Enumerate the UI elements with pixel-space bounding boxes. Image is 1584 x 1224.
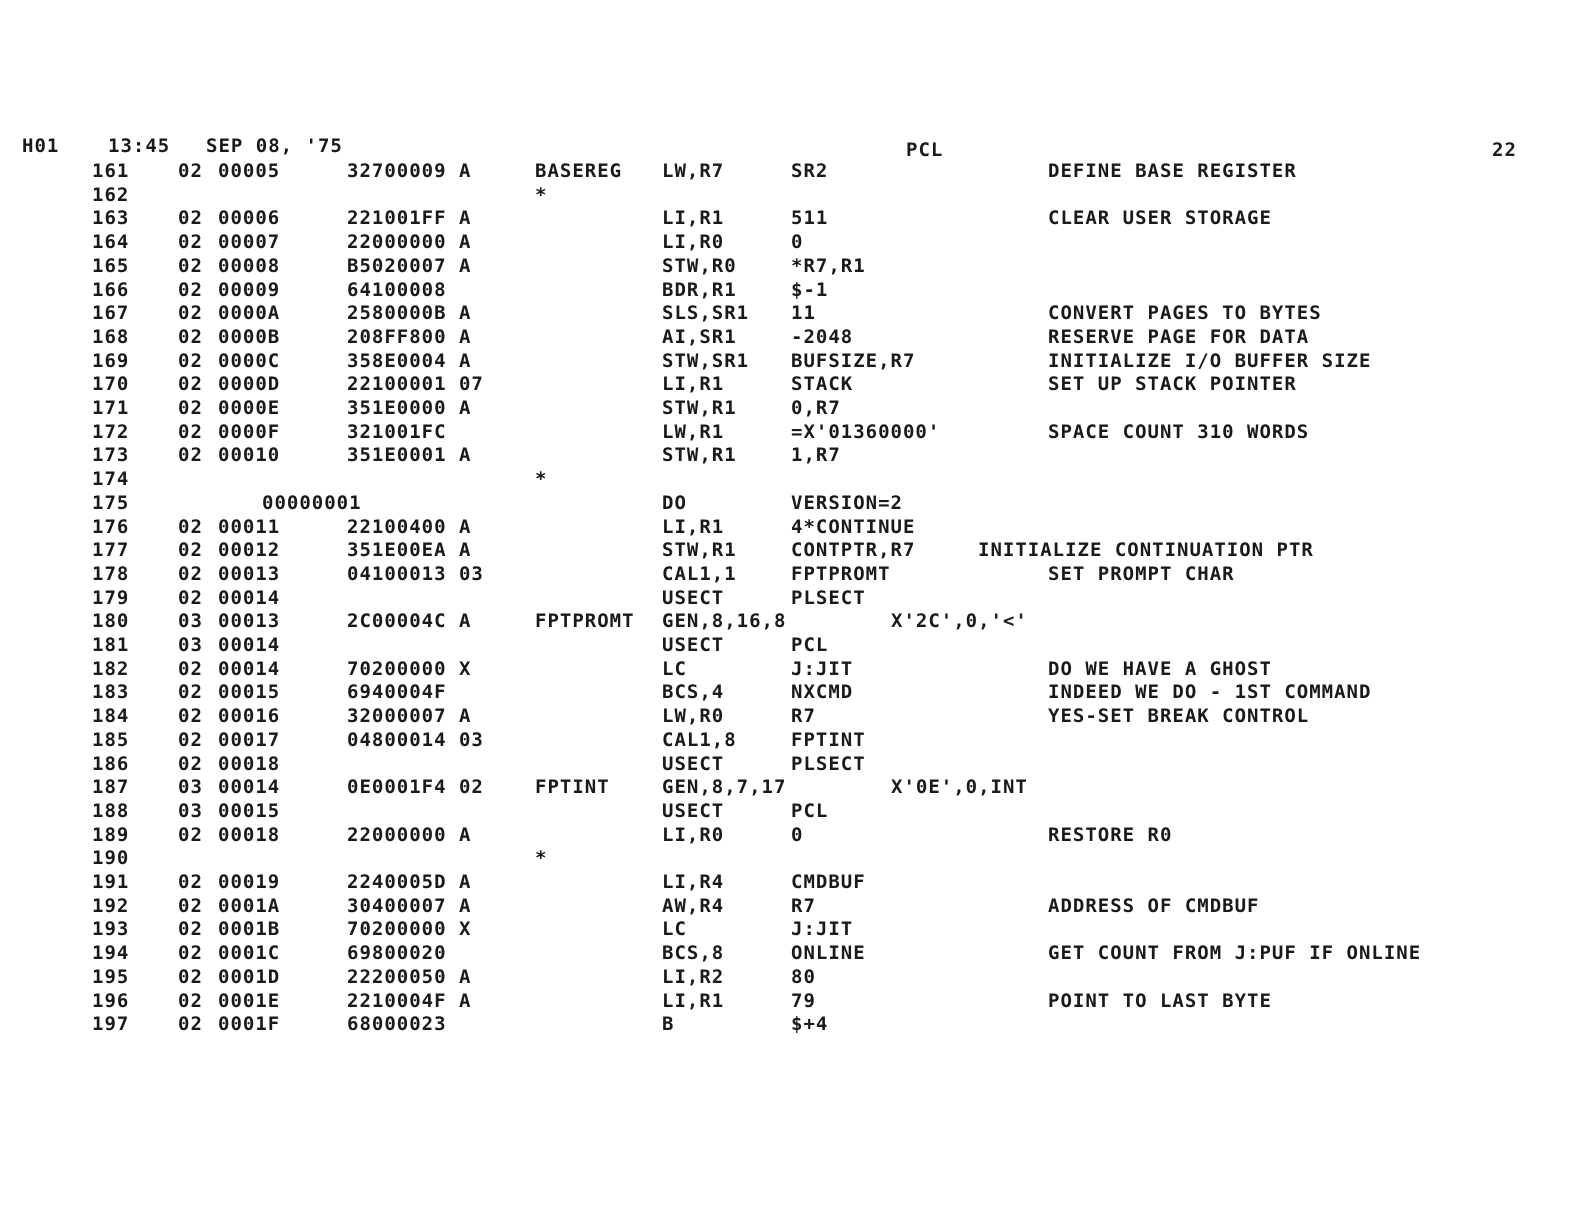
listing-row bbox=[0, 730, 1584, 754]
location-address: 0000A bbox=[218, 302, 281, 325]
listing-row bbox=[0, 919, 1584, 943]
source-label: FPTINT bbox=[535, 776, 610, 799]
location-address: 0000E bbox=[218, 397, 281, 419]
line-number: 169 bbox=[92, 349, 130, 372]
line-number: 174 bbox=[92, 468, 130, 491]
opcode: LI,R1 bbox=[662, 373, 725, 396]
opcode: LI,R0 bbox=[662, 231, 725, 254]
operand: *R7,R1 bbox=[791, 254, 866, 277]
line-number: 167 bbox=[92, 302, 130, 325]
line-number: 189 bbox=[92, 823, 130, 846]
section-number: 02 bbox=[178, 515, 203, 538]
line-number: 164 bbox=[92, 231, 130, 254]
listing-row bbox=[0, 303, 1584, 327]
opcode: DO bbox=[662, 491, 687, 514]
operand: -2048 bbox=[791, 325, 854, 348]
location-address: 0001D bbox=[218, 965, 281, 988]
section-number: 02 bbox=[178, 562, 203, 585]
listing-row bbox=[0, 493, 1584, 517]
opcode: LI,R2 bbox=[662, 965, 725, 988]
location-address: 0001E bbox=[218, 989, 281, 1012]
object-code: 22100001 07 bbox=[347, 373, 484, 396]
section-number: 02 bbox=[178, 278, 203, 301]
source-label: * bbox=[535, 183, 548, 206]
operand: J:JIT bbox=[791, 918, 854, 941]
section-number: 02 bbox=[178, 823, 203, 846]
operand: $+4 bbox=[791, 1013, 829, 1036]
listing-row bbox=[0, 256, 1584, 280]
section-number: 03 bbox=[178, 799, 203, 822]
object-code: 22000000 A bbox=[347, 823, 472, 846]
operand: X'0E',0,INT bbox=[891, 776, 1028, 799]
line-number: 191 bbox=[92, 871, 130, 893]
location-address: 00006 bbox=[218, 207, 281, 230]
opcode: LI,R1 bbox=[662, 515, 725, 538]
listing-row bbox=[0, 208, 1584, 232]
operand: X'2C',0,'<' bbox=[891, 610, 1028, 633]
opcode: STW,R1 bbox=[662, 539, 737, 562]
comment: RESERVE PAGE FOR DATA bbox=[1048, 325, 1310, 348]
section-number: 02 bbox=[178, 752, 203, 775]
location-address: 00005 bbox=[218, 160, 281, 182]
listing-row bbox=[0, 659, 1584, 683]
opcode: LC bbox=[662, 918, 687, 941]
listing-time: 13:45 bbox=[108, 135, 171, 157]
location-address: 0000B bbox=[218, 325, 281, 348]
comment: POINT TO LAST BYTE bbox=[1048, 989, 1272, 1012]
section-number: 02 bbox=[178, 1013, 203, 1036]
section-number: 02 bbox=[178, 302, 203, 325]
object-code: 32000007 A bbox=[347, 705, 472, 728]
comment: CONVERT PAGES TO BYTES bbox=[1048, 302, 1322, 325]
source-label: * bbox=[535, 847, 548, 870]
object-code: 30400007 A bbox=[347, 894, 472, 917]
comment: INDEED WE DO - 1ST COMMAND bbox=[1048, 681, 1372, 704]
operand: R7 bbox=[791, 894, 816, 917]
operand: STACK bbox=[791, 373, 854, 396]
operand: 11 bbox=[791, 302, 816, 325]
listing-row bbox=[0, 754, 1584, 778]
opcode: LC bbox=[662, 657, 687, 680]
source-label: FPTPROMT bbox=[535, 610, 635, 633]
operand: R7 bbox=[791, 705, 816, 728]
listing-row bbox=[0, 872, 1584, 896]
line-number: 185 bbox=[92, 728, 130, 751]
section-number: 02 bbox=[178, 894, 203, 917]
line-number: 190 bbox=[92, 847, 130, 870]
line-number: 179 bbox=[92, 586, 130, 609]
operand: J:JIT bbox=[791, 657, 854, 680]
opcode: LI,R4 bbox=[662, 871, 725, 893]
line-number: 181 bbox=[92, 634, 130, 656]
location-address: 0000F bbox=[218, 420, 281, 443]
section-number: 02 bbox=[178, 160, 203, 182]
listing-row bbox=[0, 991, 1584, 1015]
object-code: 64100008 bbox=[347, 278, 447, 301]
operand: 1,R7 bbox=[791, 444, 841, 467]
opcode: CAL1,1 bbox=[662, 562, 737, 585]
object-code: 2240005D A bbox=[347, 871, 472, 893]
location-address: 00010 bbox=[218, 444, 281, 467]
operand: 0,R7 bbox=[791, 397, 841, 419]
operand: FPTPROMT bbox=[791, 562, 891, 585]
listing-row bbox=[0, 706, 1584, 730]
listing-row bbox=[0, 588, 1584, 612]
operand: VERSION=2 bbox=[791, 491, 903, 514]
comment: SET PROMPT CHAR bbox=[1048, 562, 1235, 585]
location-address: 00014 bbox=[218, 776, 281, 799]
operand: SR2 bbox=[791, 160, 829, 182]
comment: ADDRESS OF CMDBUF bbox=[1048, 894, 1260, 917]
location-address: 0001B bbox=[218, 918, 281, 941]
comment: INITIALIZE CONTINUATION PTR bbox=[978, 539, 1314, 562]
section-number: 02 bbox=[178, 657, 203, 680]
object-code: 04100013 03 bbox=[347, 562, 484, 585]
operand: PCL bbox=[791, 634, 829, 656]
location-address: 00015 bbox=[218, 681, 281, 704]
listing-row bbox=[0, 280, 1584, 304]
operand: 4*CONTINUE bbox=[791, 515, 916, 538]
line-number: 161 bbox=[92, 160, 130, 182]
operand: 79 bbox=[791, 989, 816, 1012]
line-number: 177 bbox=[92, 539, 130, 562]
line-number: 186 bbox=[92, 752, 130, 775]
operand: PLSECT bbox=[791, 586, 866, 609]
object-code: 351E0000 A bbox=[347, 397, 472, 419]
listing-row bbox=[0, 161, 1584, 185]
location-address: 00016 bbox=[218, 705, 281, 728]
operand: =X'01360000' bbox=[791, 420, 941, 443]
section-number: 02 bbox=[178, 989, 203, 1012]
section-number: 02 bbox=[178, 539, 203, 562]
line-number: 183 bbox=[92, 681, 130, 704]
opcode: GEN,8,16,8 bbox=[662, 610, 787, 633]
operand: NXCMD bbox=[791, 681, 854, 704]
section-number: 03 bbox=[178, 634, 203, 656]
section-number: 02 bbox=[178, 397, 203, 419]
line-number: 194 bbox=[92, 942, 130, 965]
section-number: 02 bbox=[178, 681, 203, 704]
object-code: 69800020 bbox=[347, 942, 447, 965]
section-number: 02 bbox=[178, 918, 203, 941]
object-code: 208FF800 A bbox=[347, 325, 472, 348]
object-code: 2C00004C A bbox=[347, 610, 472, 633]
object-code: 68000023 bbox=[347, 1013, 447, 1036]
listing-row bbox=[0, 540, 1584, 564]
object-code: 70200000 X bbox=[347, 657, 472, 680]
comment: RESTORE R0 bbox=[1048, 823, 1173, 846]
line-number: 173 bbox=[92, 444, 130, 467]
opcode: SLS,SR1 bbox=[662, 302, 750, 325]
object-code: 22100400 A bbox=[347, 515, 472, 538]
location-address: 00009 bbox=[218, 278, 281, 301]
object-code: 22200050 A bbox=[347, 965, 472, 988]
opcode: LI,R1 bbox=[662, 207, 725, 230]
object-code: 321001FC bbox=[347, 420, 447, 443]
section-number: 02 bbox=[178, 942, 203, 965]
listing-row bbox=[0, 896, 1584, 920]
listing-row bbox=[0, 943, 1584, 967]
comment: DO WE HAVE A GHOST bbox=[1048, 657, 1272, 680]
listing-row bbox=[0, 611, 1584, 635]
listing-row bbox=[0, 185, 1584, 209]
location-address: 00014 bbox=[218, 634, 281, 656]
comment: YES-SET BREAK CONTROL bbox=[1048, 705, 1310, 728]
location-address: 00017 bbox=[218, 728, 281, 751]
opcode: CAL1,8 bbox=[662, 728, 737, 751]
source-label: * bbox=[535, 468, 548, 491]
opcode: B bbox=[662, 1013, 675, 1036]
program-name: PCL bbox=[906, 139, 944, 161]
section-number: 02 bbox=[178, 325, 203, 348]
listing-row bbox=[0, 422, 1584, 446]
operand: CONTPTR,R7 bbox=[791, 539, 916, 562]
opcode: AI,SR1 bbox=[662, 325, 737, 348]
location-address: 00014 bbox=[218, 657, 281, 680]
opcode: STW,R1 bbox=[662, 444, 737, 467]
opcode: USECT bbox=[662, 799, 725, 822]
section-number: 02 bbox=[178, 254, 203, 277]
opcode: USECT bbox=[662, 752, 725, 775]
location-address: 00019 bbox=[218, 871, 281, 893]
line-number: 165 bbox=[92, 254, 130, 277]
opcode: BCS,4 bbox=[662, 681, 725, 704]
object-code: 22000000 A bbox=[347, 231, 472, 254]
line-number: 166 bbox=[92, 278, 130, 301]
opcode: BCS,8 bbox=[662, 942, 725, 965]
line-number: 180 bbox=[92, 610, 130, 633]
section-number: 02 bbox=[178, 373, 203, 396]
comment: INITIALIZE I/O BUFFER SIZE bbox=[1048, 349, 1372, 372]
listing-row bbox=[0, 1014, 1584, 1038]
listing-row bbox=[0, 517, 1584, 541]
line-number: 196 bbox=[92, 989, 130, 1012]
object-code: 2210004F A bbox=[347, 989, 472, 1012]
object-code: 0E0001F4 02 bbox=[347, 776, 484, 799]
location-address: 00011 bbox=[218, 515, 281, 538]
listing-row bbox=[0, 327, 1584, 351]
object-code: 2580000B A bbox=[347, 302, 472, 325]
object-code: 70200000 X bbox=[347, 918, 472, 941]
operand: 0 bbox=[791, 231, 804, 254]
listing-row bbox=[0, 564, 1584, 588]
line-number: 193 bbox=[92, 918, 130, 941]
comment: SPACE COUNT 310 WORDS bbox=[1048, 420, 1310, 443]
location-address: 00008 bbox=[218, 254, 281, 277]
object-code: 32700009 A bbox=[347, 160, 472, 182]
opcode: USECT bbox=[662, 586, 725, 609]
object-code: 358E0004 A bbox=[347, 349, 472, 372]
object-code: 221001FF A bbox=[347, 207, 472, 230]
listing-row bbox=[0, 682, 1584, 706]
listing-row bbox=[0, 398, 1584, 422]
listing-row bbox=[0, 469, 1584, 493]
page-id: H01 bbox=[22, 135, 60, 157]
line-number: 197 bbox=[92, 1013, 130, 1036]
listing-row bbox=[0, 967, 1584, 991]
object-code: 6940004F bbox=[347, 681, 447, 704]
source-label: BASEREG bbox=[535, 160, 623, 182]
section-number: 02 bbox=[178, 420, 203, 443]
location-address: 00012 bbox=[218, 539, 281, 562]
operand: BUFSIZE,R7 bbox=[791, 349, 916, 372]
section-number: 02 bbox=[178, 231, 203, 254]
listing-row bbox=[0, 445, 1584, 469]
object-code: 04800014 03 bbox=[347, 728, 484, 751]
line-number: 171 bbox=[92, 397, 130, 419]
object-code: B5020007 A bbox=[347, 254, 472, 277]
line-number: 172 bbox=[92, 420, 130, 443]
location-address: 0001C bbox=[218, 942, 281, 965]
comment: DEFINE BASE REGISTER bbox=[1048, 160, 1297, 182]
line-number: 175 bbox=[92, 491, 130, 514]
line-number: 195 bbox=[92, 965, 130, 988]
section-number: 02 bbox=[178, 965, 203, 988]
comment: SET UP STACK POINTER bbox=[1048, 373, 1297, 396]
line-number: 187 bbox=[92, 776, 130, 799]
section-number: 02 bbox=[178, 207, 203, 230]
location-address: 0001A bbox=[218, 894, 281, 917]
object-code: 351E0001 A bbox=[347, 444, 472, 467]
location-address: 00018 bbox=[218, 823, 281, 846]
opcode: STW,SR1 bbox=[662, 349, 750, 372]
section-number: 02 bbox=[178, 349, 203, 372]
comment: CLEAR USER STORAGE bbox=[1048, 207, 1272, 230]
line-number: 170 bbox=[92, 373, 130, 396]
listing-date: SEP 08, '75 bbox=[206, 135, 343, 157]
opcode: LW,R1 bbox=[662, 420, 725, 443]
operand: 80 bbox=[791, 965, 816, 988]
page-number: 22 bbox=[1492, 139, 1517, 161]
section-number: 02 bbox=[178, 705, 203, 728]
section-number: 02 bbox=[178, 728, 203, 751]
location-address: 0001F bbox=[218, 1013, 281, 1036]
section-number: 02 bbox=[178, 444, 203, 467]
section-number: 03 bbox=[178, 776, 203, 799]
location-address: 00000001 bbox=[262, 491, 362, 514]
operand: PLSECT bbox=[791, 752, 866, 775]
listing-row bbox=[0, 232, 1584, 256]
location-address: 00007 bbox=[218, 231, 281, 254]
listing-row bbox=[0, 374, 1584, 398]
opcode: LI,R1 bbox=[662, 989, 725, 1012]
location-address: 0000D bbox=[218, 373, 281, 396]
line-number: 176 bbox=[92, 515, 130, 538]
location-address: 00015 bbox=[218, 799, 281, 822]
opcode: STW,R0 bbox=[662, 254, 737, 277]
line-number: 192 bbox=[92, 894, 130, 917]
object-code: 351E00EA A bbox=[347, 539, 472, 562]
listing-row bbox=[0, 848, 1584, 872]
operand: FPTINT bbox=[791, 728, 866, 751]
location-address: 00014 bbox=[218, 586, 281, 609]
listing-row bbox=[0, 825, 1584, 849]
opcode: LW,R0 bbox=[662, 705, 725, 728]
opcode: BDR,R1 bbox=[662, 278, 737, 301]
operand: 511 bbox=[791, 207, 829, 230]
operand: $-1 bbox=[791, 278, 829, 301]
operand: ONLINE bbox=[791, 942, 866, 965]
section-number: 02 bbox=[178, 871, 203, 893]
section-number: 03 bbox=[178, 610, 203, 633]
line-number: 162 bbox=[92, 183, 130, 206]
opcode: LW,R7 bbox=[662, 160, 725, 182]
listing-row bbox=[0, 351, 1584, 375]
comment: GET COUNT FROM J:PUF IF ONLINE bbox=[1048, 942, 1422, 965]
opcode: STW,R1 bbox=[662, 397, 737, 419]
operand: CMDBUF bbox=[791, 871, 866, 893]
opcode: GEN,8,7,17 bbox=[662, 776, 787, 799]
location-address: 00018 bbox=[218, 752, 281, 775]
listing-row bbox=[0, 635, 1584, 659]
listing-row bbox=[0, 801, 1584, 825]
line-number: 178 bbox=[92, 562, 130, 585]
line-number: 182 bbox=[92, 657, 130, 680]
operand: PCL bbox=[791, 799, 829, 822]
opcode: AW,R4 bbox=[662, 894, 725, 917]
opcode: USECT bbox=[662, 634, 725, 656]
line-number: 163 bbox=[92, 207, 130, 230]
opcode: LI,R0 bbox=[662, 823, 725, 846]
line-number: 188 bbox=[92, 799, 130, 822]
location-address: 0000C bbox=[218, 349, 281, 372]
section-number: 02 bbox=[178, 586, 203, 609]
operand: 0 bbox=[791, 823, 804, 846]
listing-row bbox=[0, 777, 1584, 801]
location-address: 00013 bbox=[218, 562, 281, 585]
line-number: 184 bbox=[92, 705, 130, 728]
line-number: 168 bbox=[92, 325, 130, 348]
location-address: 00013 bbox=[218, 610, 281, 633]
